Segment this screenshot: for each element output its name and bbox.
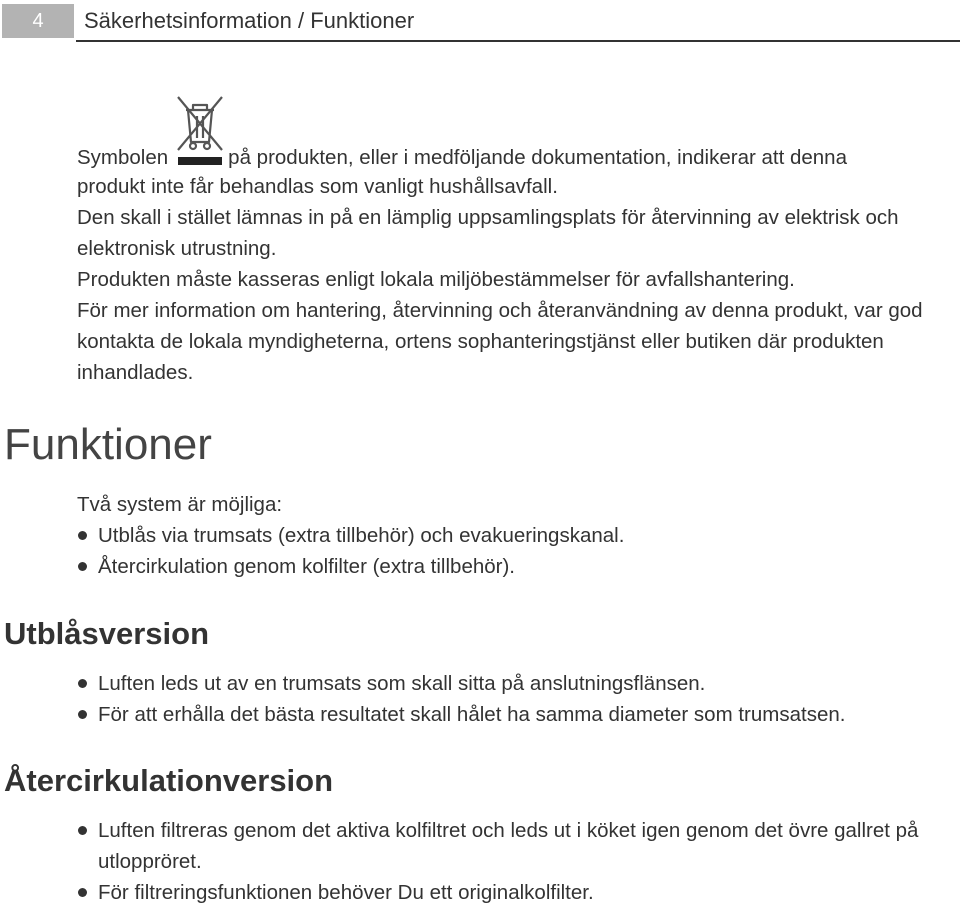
symbol-text-after: på produkten, eller i medföljande dokumentation, indikerar att denna	[228, 146, 847, 169]
list-item: Utblås via trumsats (extra tillbehör) och evakueringskanal.	[77, 520, 937, 551]
list-item: Luften leds ut av en trumsats som skall sitta på anslutningsflänsen.	[77, 668, 937, 699]
utblasversion-list	[77, 668, 937, 730]
crossed-out-wheelie-bin-icon	[176, 140, 224, 164]
utblasversion-heading: Utblåsversion	[4, 616, 210, 651]
list-item: För att erhålla det bästa resultatet skall hålet ha samma diameter som trumsatsen.	[77, 699, 937, 730]
symbol-text-before: Symbolen	[77, 146, 169, 169]
system-list	[77, 520, 937, 582]
running-title: Säkerhetsinformation / Funktioner	[84, 8, 415, 33]
funktioner-heading: Funktioner	[4, 420, 212, 469]
atercirkulationversion-heading: Återcirkulationversion	[4, 763, 334, 798]
page-number: 4	[2, 4, 74, 38]
list-item: Återcirkulation genom kolfilter (extra tillbehör).	[77, 551, 937, 582]
funktioner-lead: Två system är möjliga:	[77, 493, 283, 516]
list-item: Luften filtreras genom det aktiva kolfiltret och leds ut i köket igen genom det övre gallret på utloppröret.	[77, 815, 937, 877]
disposal-paragraph: produkt inte får behandlas som vanligt hushållsavfall. Den skall i stället lämnas in på en lämplig uppsamlingsplats för återvinning av elektrisk och elektronisk utrustning. Produkten måste kasseras enligt lokala miljöbestämmelser för avfallshantering. För mer information om hantering, återvinning och återanvändning av denna produkt, var god kontakta de lokala myndigheterna, ortens sophanteringstjänst eller butiken där produkten inhandlades.	[77, 175, 923, 384]
list-item: För filtreringsfunktionen behöver Du ett originalkolfilter.	[77, 877, 937, 908]
symbol-sentence	[77, 140, 847, 173]
page-header	[0, 0, 960, 44]
header-rule	[76, 40, 960, 42]
atercirkulationversion-list	[77, 815, 937, 908]
